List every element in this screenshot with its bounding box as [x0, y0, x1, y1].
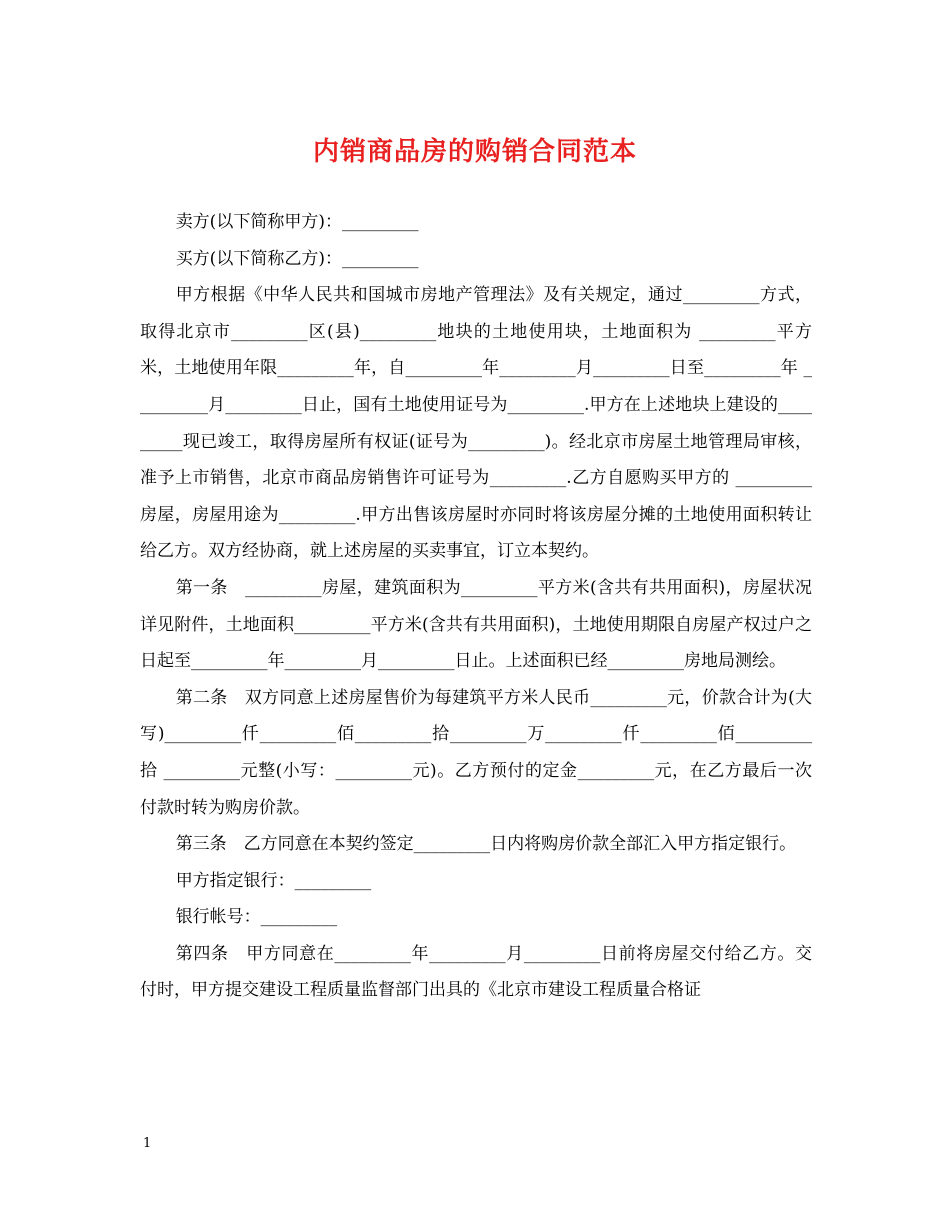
document-title: 内销商品房的购销合同范本	[312, 137, 637, 167]
article-1-paragraph: 第一条 _________房屋，建筑面积为_________平方米(含共有共用面积)，房屋状况详见附件，土地面积_________平方米(含共有共用面积)，土地使用期限自房屋产权过户之日起至_________年_________月_________日止。上述面积已经_________房地局测绘。	[140, 577, 812, 672]
seller-line: 卖方(以下简称甲方)：_________	[175, 212, 419, 232]
buyer-line: 买方(以下简称乙方)：_________	[175, 248, 419, 269]
preamble-paragraph: 甲方根据《中华人民共和国城市房地产管理法》及有关规定，通过_________方式，取得北京市_________区(县)_________地块的土地使用块，土地面积为 _________平方米，土地使用年限_________年，自_________年_________月_________日至_________年 _________月_________日止，国有土地使用证号为_________.甲方在上述地块上建设的_________现已竣工，取得房屋所有权证(证号为_________)。经北京市房屋土地管理局审核，准予上市销售，北京市商品房销售许可证号为_________.乙方自愿购买甲方的 _________房屋，房屋用途为_________.甲方出售该房屋时亦同时将该房屋分摊的土地使用面积转让给乙方。双方经协商，就上述房屋的买卖事宜，订立本契约。	[140, 285, 812, 562]
article-4-paragraph: 第四条 甲方同意在_________年_________月_________日前将房屋交付给乙方。交付时，甲方提交建设工程质量监督部门出具的《北京市建设工程质量合格证	[140, 943, 812, 1001]
contract-body	[140, 204, 812, 1009]
bank-account-line: 银行帐号：_________	[175, 907, 338, 928]
bank-name-line: 甲方指定银行：_________	[175, 870, 372, 891]
page-number: 1	[143, 1136, 152, 1151]
article-2-paragraph: 第二条 双方同意上述房屋售价为每建筑平方米人民币_________元，价款合计为(大写)_________仟_________佰_________拾_________万_________仟_________佰_________拾 _________元整(小写：_________元)。乙方预付的定金_________元，在乙方最后一次付款时转为购房价款。	[140, 687, 812, 818]
article-3-paragraph: 第三条 乙方同意在本契约签定_________日内将购房价款全部汇入甲方指定银行。	[175, 834, 797, 855]
